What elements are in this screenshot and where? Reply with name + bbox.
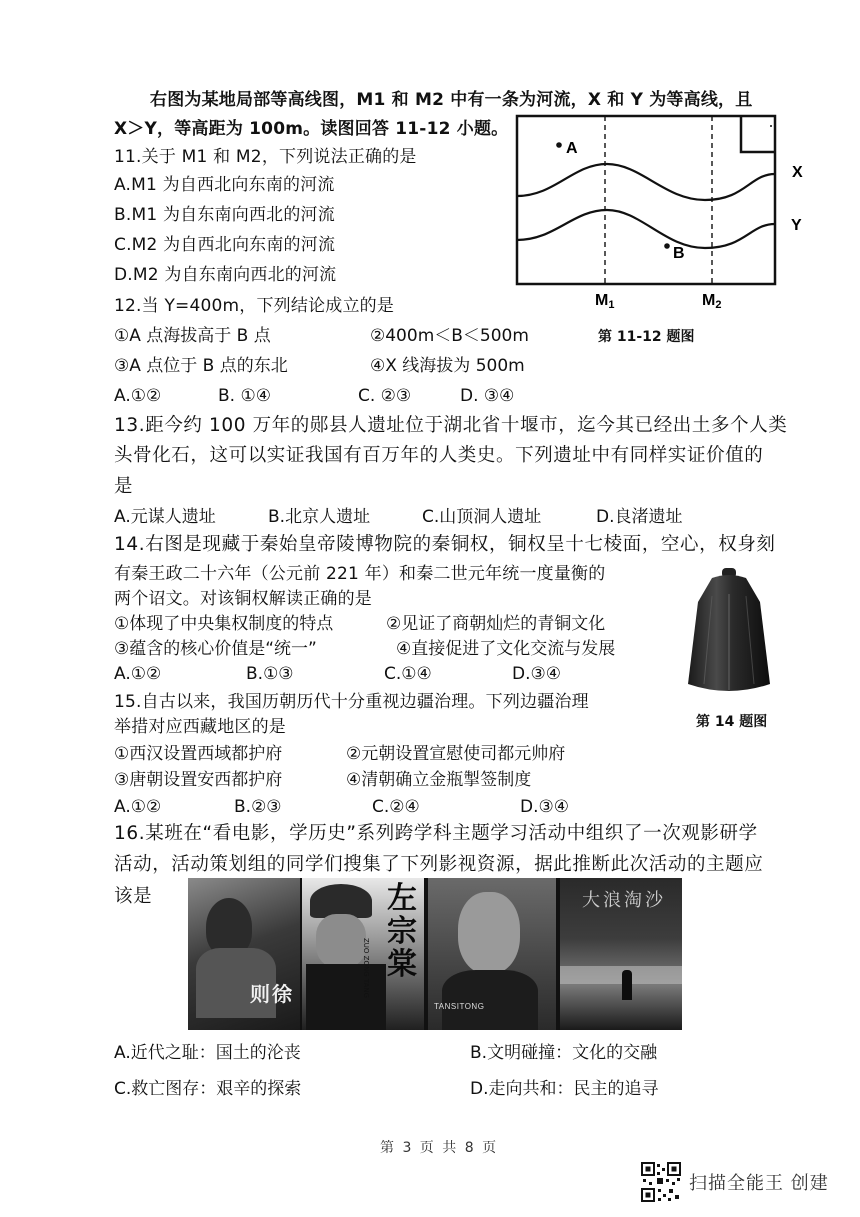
intro-line-1: 右图为某地局部等高线图，M1 和 M2 中有一条为河流，X 和 Y 为等高线，且 xyxy=(150,90,753,110)
contour-y-label: Y xyxy=(791,217,802,234)
q14-line-1: 14.右图是现藏于秦始皇帝陵博物院的秦铜权，铜权呈十七棱面，空心，权身刻 xyxy=(114,534,776,555)
q12-option-b: B. ①④ xyxy=(218,386,271,406)
q16-line-1: 16.某班在“看电影，学历史”系列跨学科主题学习活动中组织了一次观影研学 xyxy=(114,823,758,844)
point-b-label: B xyxy=(673,245,685,262)
q15-line-1: 15.自古以来，我国历朝历代十分重视边疆治理。下列边疆治理 xyxy=(114,692,589,712)
q14-option-b: B.①③ xyxy=(246,664,294,684)
q12-option-d: D. ③④ xyxy=(460,386,515,406)
poster-silhouette xyxy=(622,970,632,1000)
q12-stem: 12.当 Y=400m，下列结论成立的是 xyxy=(114,296,395,316)
q13-option-b: B.北京人遗址 xyxy=(268,507,371,527)
poster-tan-sitong xyxy=(428,878,556,1030)
intro-line-2: X＞Y，等高距为 100m。读图回答 11-12 小题。 xyxy=(114,119,509,139)
q14-item-2: ②见证了商朝灿烂的青铜文化 xyxy=(386,614,606,634)
scanner-watermark-text: 扫描全能王 创建 xyxy=(689,1173,829,1194)
q15-item-1: ①西汉设置西域都护府 xyxy=(114,744,283,764)
q13-option-a: A.元谋人遗址 xyxy=(114,507,216,527)
q14-item-1: ①体现了中央集权制度的特点 xyxy=(114,614,334,634)
q16-option-a: A.近代之耻：国土的沦丧 xyxy=(114,1043,301,1063)
q16-option-b: B.文明碰撞：文化的交融 xyxy=(470,1043,658,1063)
q13-option-c: C.山顶洞人遗址 xyxy=(422,507,542,527)
q16-option-c: C.救亡图存：艰辛的探索 xyxy=(114,1079,302,1099)
contour-map-figure xyxy=(505,112,815,312)
q12-item-1: ①A 点海拔高于 B 点 xyxy=(114,326,271,346)
map-corner-dot xyxy=(770,125,772,127)
q11-option-a: A.M1 为自西北向东南的河流 xyxy=(114,175,335,195)
q15-option-a: A.①② xyxy=(114,797,162,817)
q11-option-c: C.M2 为自西北向东南的河流 xyxy=(114,235,336,255)
q15-option-d: D.③④ xyxy=(520,797,569,817)
q11-option-d: D.M2 为自东南向西北的河流 xyxy=(114,265,337,285)
map-corner-inset xyxy=(741,116,775,152)
poster-da-lang-tao-sha xyxy=(560,878,682,1030)
map-frame xyxy=(517,116,775,284)
q15-item-2: ②元朝设置宣慰使司都元帅府 xyxy=(346,744,566,764)
q13-line-1: 13.距今约 100 万年的郧县人遗址位于湖北省十堰市，迄今其已经出土多个人类 xyxy=(114,415,788,436)
q12-item-4: ④X 线海拔为 500m xyxy=(370,356,525,376)
poster-horizon-glow xyxy=(560,966,682,984)
contour-x-label: X xyxy=(792,164,803,181)
q15-item-4: ④清朝确立金瓶掣签制度 xyxy=(346,770,532,790)
poster-2-pinyin: ZUO ZONG TANG xyxy=(362,938,370,999)
q14-option-a: A.①② xyxy=(114,664,162,684)
poster-lin-zexu xyxy=(188,878,300,1030)
map-figure-caption: 第 11-12 题图 xyxy=(598,329,695,345)
bronze-weight-caption: 第 14 题图 xyxy=(696,714,768,730)
q12-option-c: C. ②③ xyxy=(358,386,412,406)
poster-4-title: 大浪淘沙 xyxy=(582,890,666,911)
q11-stem: 11.关于 M1 和 M2，下列说法正确的是 xyxy=(114,147,417,167)
q13-option-d: D.良渚遗址 xyxy=(596,507,683,527)
scanner-watermark xyxy=(641,1162,829,1202)
q14-line-2: 有秦王政二十六年（公元前 221 年）和秦二世元年统一度量衡的 xyxy=(114,564,606,584)
contour-y xyxy=(517,210,775,248)
q15-item-3: ③唐朝设置安西都护府 xyxy=(114,770,283,790)
poster-2-title: 左宗棠 xyxy=(387,881,417,982)
q14-option-d: D.③④ xyxy=(512,664,561,684)
m1-label: M1 xyxy=(595,292,615,311)
q11-option-b: B.M1 为自东南向西北的河流 xyxy=(114,205,335,225)
q12-item-3: ③A 点位于 B 点的东北 xyxy=(114,356,288,376)
q15-line-2: 举措对应西藏地区的是 xyxy=(114,717,286,737)
page-number: 第 3 页 共 8 页 xyxy=(380,1140,499,1156)
q13-line-2: 头骨化石，这可以实证我国有百万年的人类史。下列遗址中有同样实证价值的 xyxy=(114,445,764,466)
point-a xyxy=(556,142,562,148)
q14-item-3: ③蕴含的核心价值是“统一” xyxy=(114,639,317,659)
qr-code-icon xyxy=(641,1162,681,1202)
movie-posters-strip xyxy=(188,878,682,1030)
q13-line-3: 是 xyxy=(114,476,134,497)
q16-option-d: D.走向共和：民主的追寻 xyxy=(470,1079,659,1099)
poster-figure-face xyxy=(316,914,366,968)
point-b xyxy=(664,243,670,249)
poster-3-label: TANSITONG xyxy=(434,1002,485,1011)
poster-figure-hat xyxy=(310,884,372,918)
q12-option-a: A.①② xyxy=(114,386,162,406)
q15-option-b: B.②③ xyxy=(234,797,282,817)
q16-line-3: 该是 xyxy=(114,886,153,907)
poster-figure-body xyxy=(442,970,538,1030)
q15-option-c: C.②④ xyxy=(372,797,420,817)
q16-line-2: 活动，活动策划组的同学们搜集了下列影视资源，据此推断此次活动的主题应 xyxy=(114,854,764,875)
contour-x xyxy=(517,164,775,200)
bronze-weight-image xyxy=(682,566,777,698)
poster-1-title: 则徐 xyxy=(250,982,294,1006)
q14-item-4: ④直接促进了文化交流与发展 xyxy=(396,639,616,659)
q14-option-c: C.①④ xyxy=(384,664,432,684)
poster-figure-face xyxy=(458,892,520,974)
m2-label: M2 xyxy=(702,292,722,311)
q14-line-3: 两个诏文。对该铜权解读正确的是 xyxy=(114,589,372,609)
q12-item-2: ②400m＜B＜500m xyxy=(370,326,529,346)
poster-figure-body xyxy=(306,964,386,1030)
point-a-label: A xyxy=(566,140,578,157)
poster-zuo-zongtang xyxy=(302,878,424,1030)
